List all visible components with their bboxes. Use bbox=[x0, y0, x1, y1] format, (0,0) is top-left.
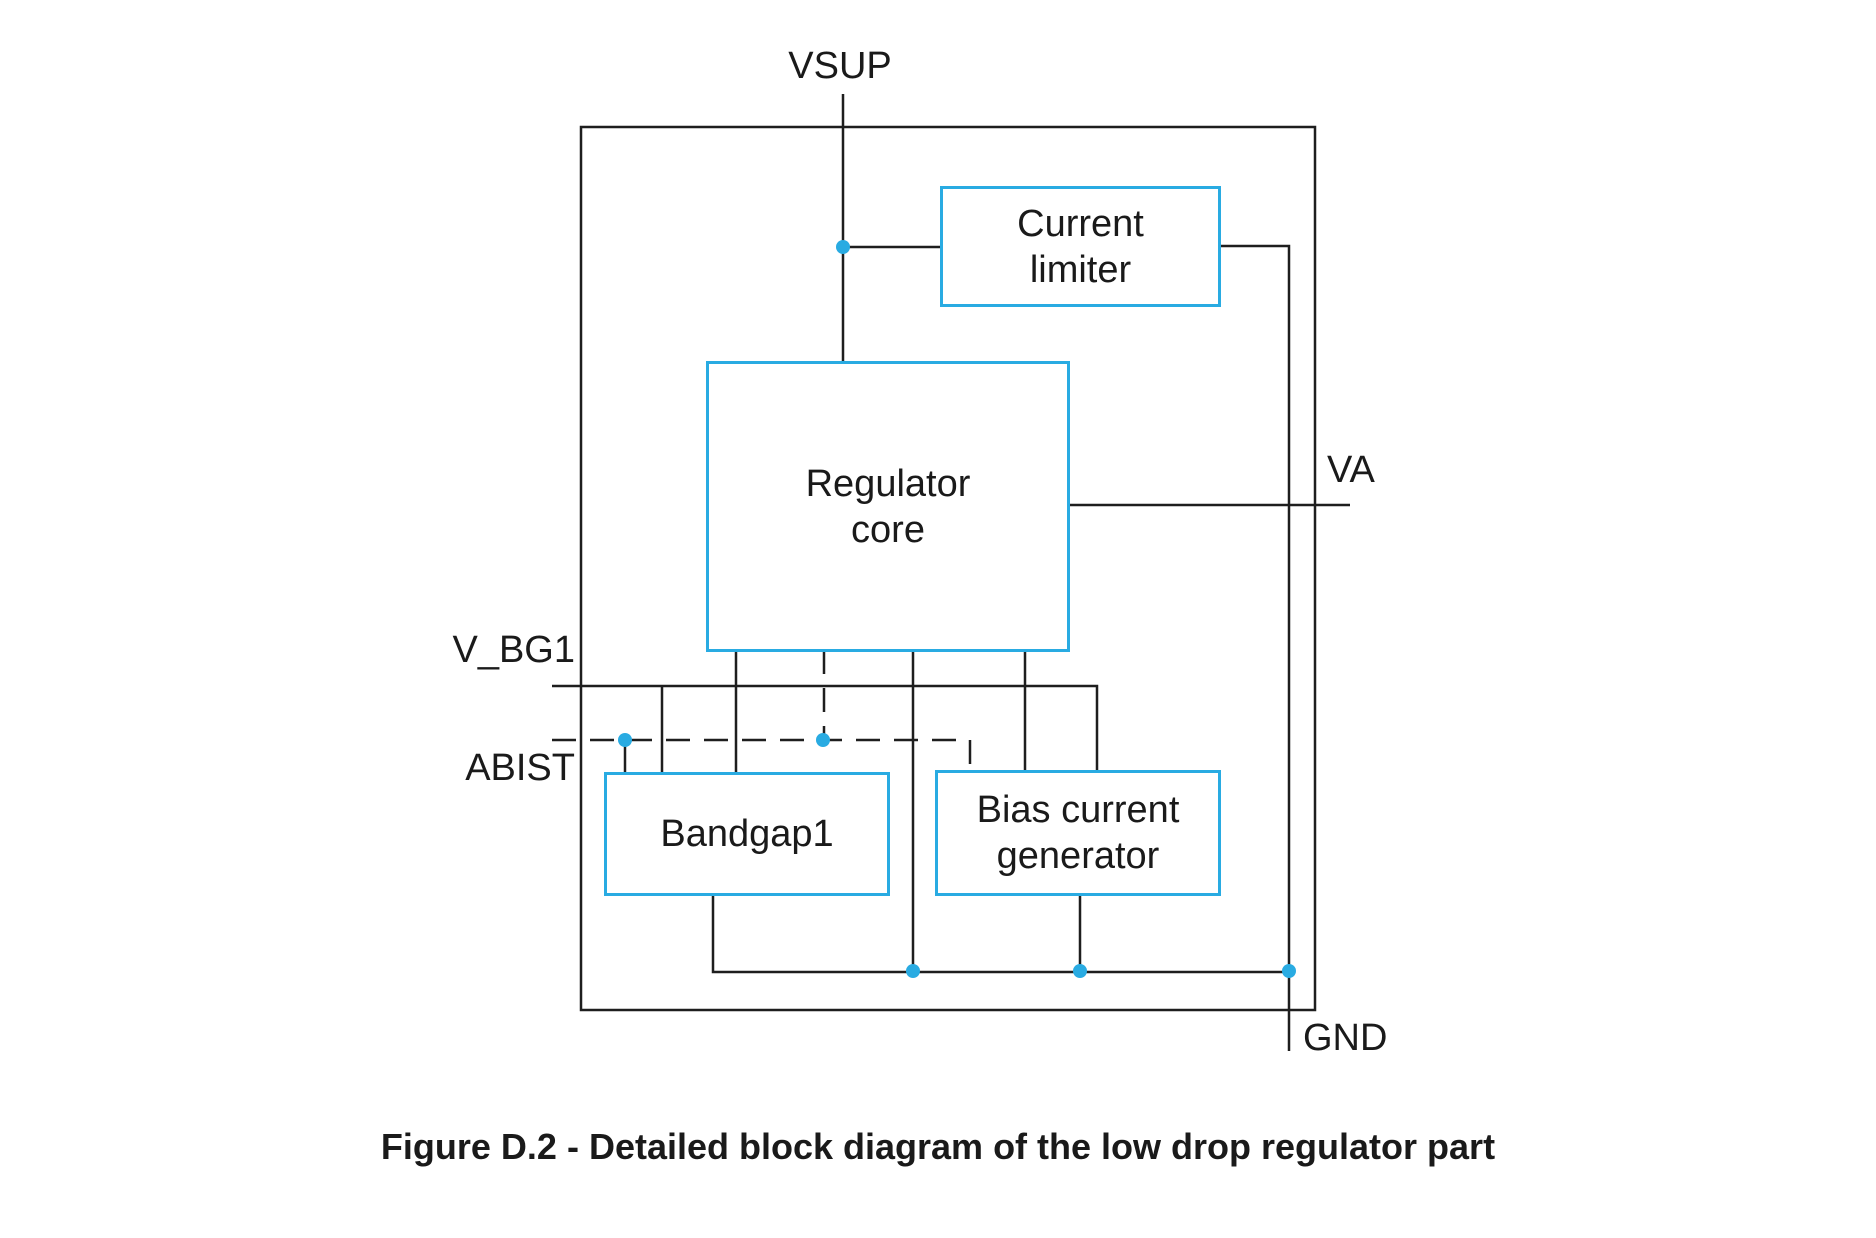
block-current-limiter-label-line2: limiter bbox=[1029, 248, 1132, 291]
block-current-limiter bbox=[940, 186, 1221, 307]
port-label-va: VA bbox=[1327, 449, 1375, 491]
block-regulator-core-label-line1: Regulator bbox=[805, 462, 971, 505]
junction-dot-ground-right bbox=[1282, 964, 1296, 978]
block-regulator-core-label-line2: core bbox=[851, 508, 925, 551]
block-bias-current-generator bbox=[935, 770, 1221, 896]
wire-current-limiter-to-ground-rail bbox=[1219, 246, 1289, 971]
junction-dot-ground-mid bbox=[1073, 964, 1087, 978]
junction-dot-ground-left bbox=[906, 964, 920, 978]
figure-caption: Figure D.2 - Detailed block diagram of the low drop regulator part bbox=[380, 1126, 1496, 1167]
block-bandgap1-label: Bandgap1 bbox=[660, 813, 834, 855]
block-current-limiter-label-line1: Current bbox=[1017, 202, 1144, 245]
port-label-abist: ABIST bbox=[465, 747, 575, 789]
port-label-v-bg1: V_BG1 bbox=[452, 629, 575, 671]
port-label-gnd: GND bbox=[1303, 1017, 1388, 1059]
junction-dot-abist-right bbox=[816, 733, 830, 747]
block-bias-generator-label-line1: Bias current bbox=[976, 789, 1180, 831]
block-bandgap1 bbox=[604, 772, 890, 896]
wire-ground-rail bbox=[713, 893, 1289, 972]
junction-dot-abist-left bbox=[618, 733, 632, 747]
port-label-vsup: VSUP bbox=[788, 45, 892, 87]
block-regulator-core bbox=[706, 361, 1070, 652]
junction-dot-vsup bbox=[836, 240, 850, 254]
block-bias-generator-label-line2: generator bbox=[996, 835, 1160, 877]
